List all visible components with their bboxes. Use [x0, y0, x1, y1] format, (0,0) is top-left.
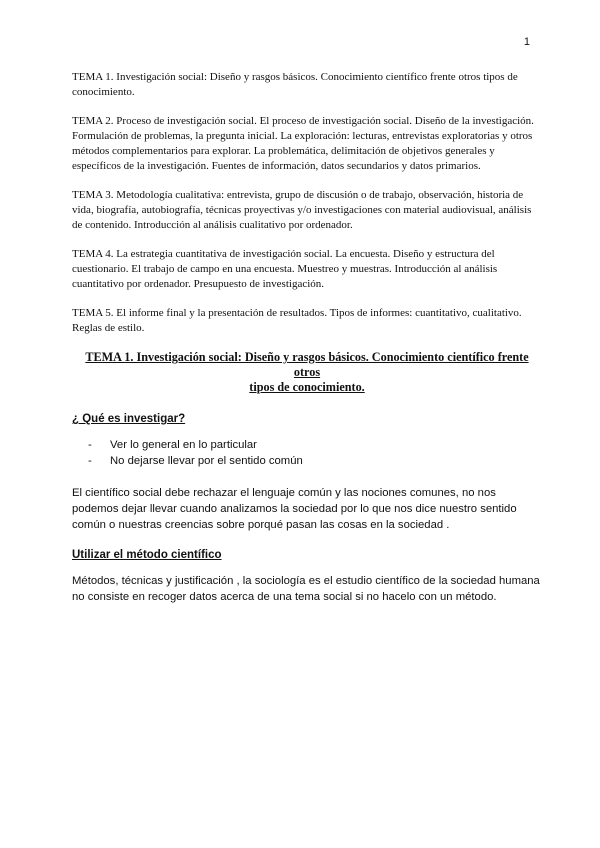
- page-number: 1: [523, 36, 530, 48]
- index-tema-1: TEMA 1. Investigación social: Diseño y rasgos básicos. Conocimiento científico frente otros tipos de conocimiento.: [72, 71, 518, 98]
- paragraph-metodos: Métodos, técnicas y justificación , la sociología es el estudio científico de la sociedad humana no consiste en recoger datos acerca de una tema social si no hacelo con un método.: [72, 575, 540, 603]
- index-tema-2: TEMA 2. Proceso de investigación social. El proceso de investigación social. Diseño de la investigación. Formulación de problemas, la pregunta inicial. La exploración: lecturas, entrevistas exploratorias y otros métodos complementarios para explorar. La problemática, delimitación de objetivos generales y específicos de la investigación. Fuentes de información, datos secundarios y datos primarios.: [72, 115, 534, 172]
- bullet-list: [88, 437, 542, 469]
- paragraph-lenguaje-comun: El científico social debe rechazar el lenguaje común y las nociones comunes, no nos podemos dejar llevar cuando analizamos la sociedad por lo que nos dice nuestro sentido común o nuestras creencias sobre porqué pasan las cosas en la sociedad .: [72, 487, 517, 531]
- section-title-line-1: TEMA 1. Investigación social: Diseño y rasgos básicos. Conocimiento científico frente otros: [85, 350, 529, 379]
- section-title-line-2: tipos de conocimiento.: [249, 380, 365, 394]
- list-item: - Ver lo general en lo particular: [88, 437, 542, 453]
- index-tema-3: TEMA 3. Metodología cualitativa: entrevista, grupo de discusión o de trabajo, observación, historia de vida, biografía, autobiografía, técnicas proyectivas y/o investigaciones con material audiovisual, análisis de contenido. Introducción al análisis cualitativo por ordenador.: [72, 189, 532, 231]
- section-title: [72, 350, 542, 395]
- heading-metodo-cientifico: Utilizar el método científico: [72, 549, 222, 561]
- list-item: - No dejarse llevar por el sentido común: [88, 453, 542, 469]
- heading-que-es-investigar: ¿ Qué es investigar?: [72, 413, 186, 425]
- index-tema-5: TEMA 5. El informe final y la presentación de resultados. Tipos de informes: cuantitativo, cualitativo. Reglas de estilo.: [72, 307, 522, 334]
- document-body: [72, 70, 542, 621]
- index-tema-4: TEMA 4. La estrategia cuantitativa de investigación social. La encuesta. Diseño y estructura del cuestionario. El trabajo de campo en una encuesta. Muestreo y muestras. Introducción al análisis cuantitativo por ordenador. Presupuesto de investigación.: [72, 248, 498, 290]
